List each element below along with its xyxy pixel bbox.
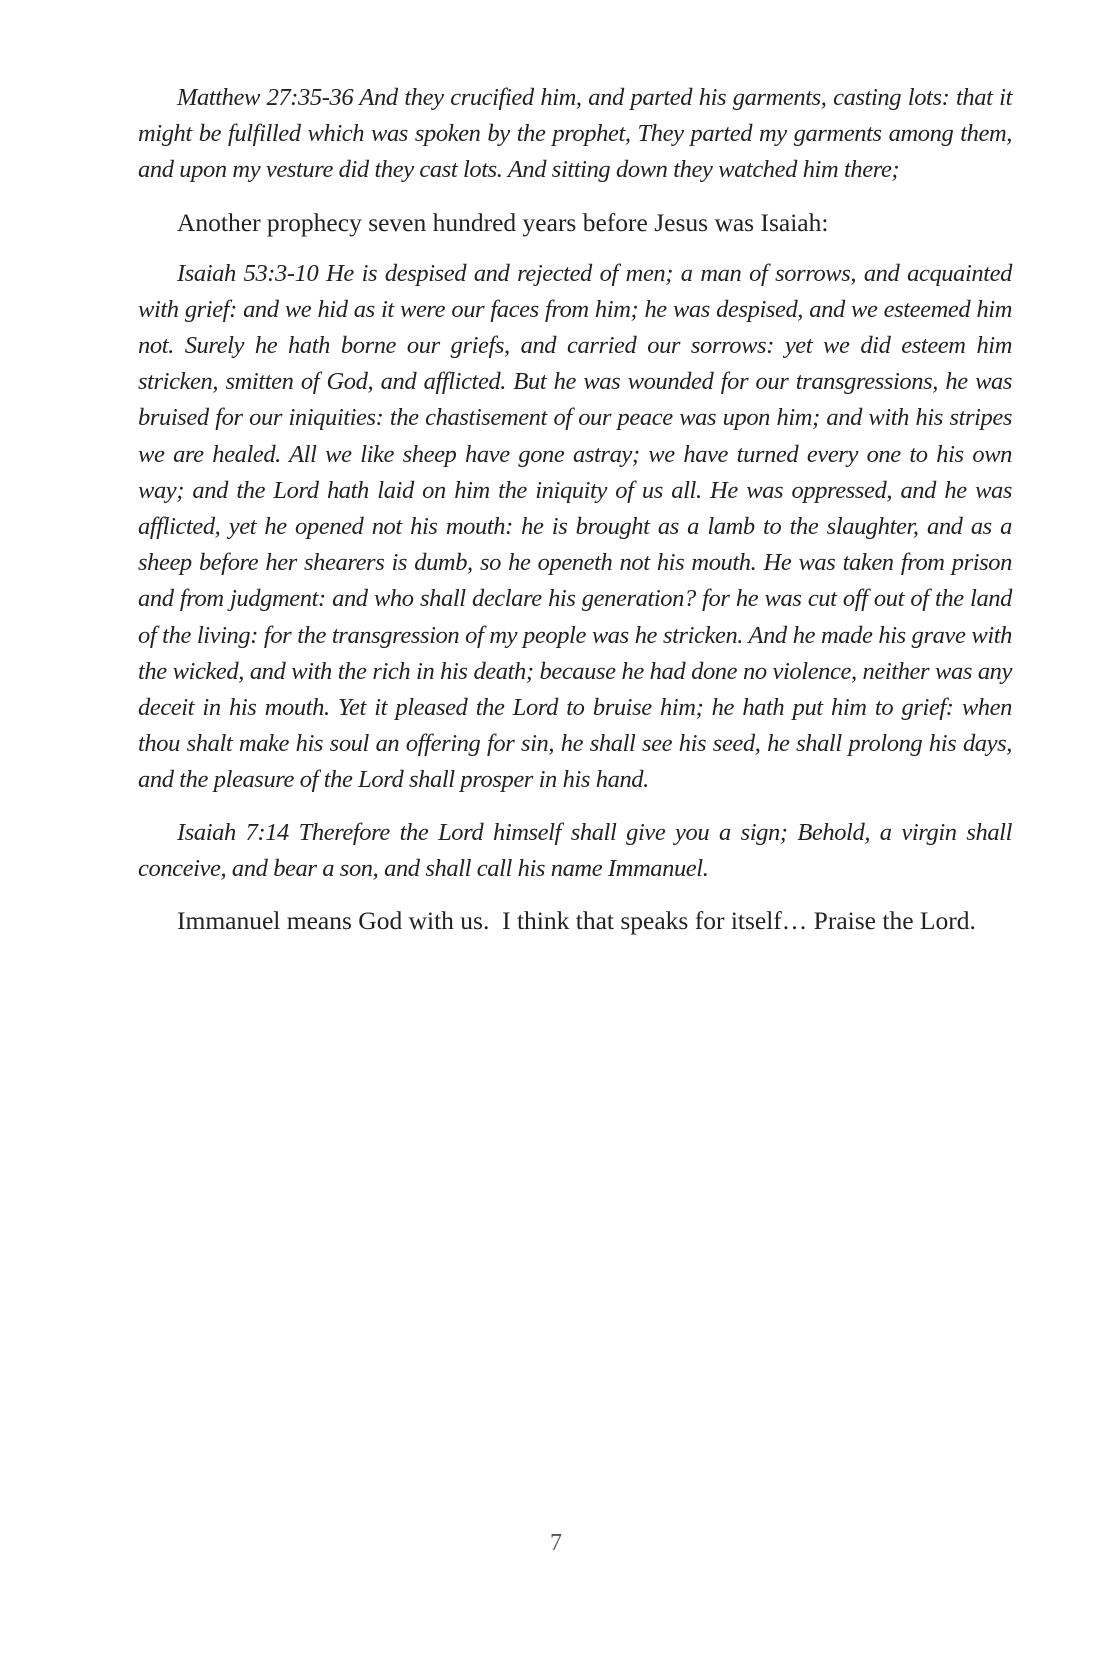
scripture-quote-isaiah-7-14: Isaiah 7:14 Therefore the Lord himself shall give you a sign; Behold, a virgin shall conceive, and bear a son, and shall call his name Immanuel. — [138, 818, 1012, 882]
page-number: 7 — [550, 1530, 562, 1556]
scripture-quote-matthew-27-35: Matthew 27:35-36 And they crucified him, and parted his garments, casting lots: that it might be fulfilled which was spoken by the prophet, They parted my garments among them, and upon my vesture did they cast lots. And sitting down they watched him there; — [138, 84, 1012, 184]
scripture-quote-isaiah-53-3: Isaiah 53:3-10 He is despised and rejected of men; a man of sorrows, and acquainted with grief: and we hid as it were our faces from him; he was despised, and we esteemed him not. Surely he hath borne our griefs, and carried our sorrows: yet we did esteem him stricken, smitten of God, and afflicted. But he was wounded for our transgressions, he was bruised for our iniquities: the chastisement of our peace was upon him; and with his stripes we are healed. All we like sheep have gone astray; we have turned every one to his own way; and the Lord hath laid on him the iniquity of us all. He was oppressed, and he was afflicted, yet he opened not his mouth: he is brought as a lamb to the slaughter, and as a sheep before her shearers is dumb, so he openeth not his mouth. He was taken from prison and from judgment: and who shall declare his generation? for he was cut off out of the land of the living: for the transgression of my people was he stricken. And he made his grave with the wicked, and with the rich in his death; because he had done no violence, neither was any deceit in his mouth. Yet it pleased the Lord to bruise him; he hath put him to grief: when thou shalt make his soul an offering for sin, he shall see his seed, he shall prolong his days, and the pleasure of the Lord shall prosper in his hand. — [138, 259, 1012, 794]
page-body — [138, 80, 1012, 954]
body-paragraph-another-prophecy: Another prophecy seven hundred years before Jesus was Isaiah: — [177, 207, 829, 237]
body-paragraph-immanuel: Immanuel means God with us. I think that speaks for itself… Praise the Lord. — [177, 906, 976, 936]
